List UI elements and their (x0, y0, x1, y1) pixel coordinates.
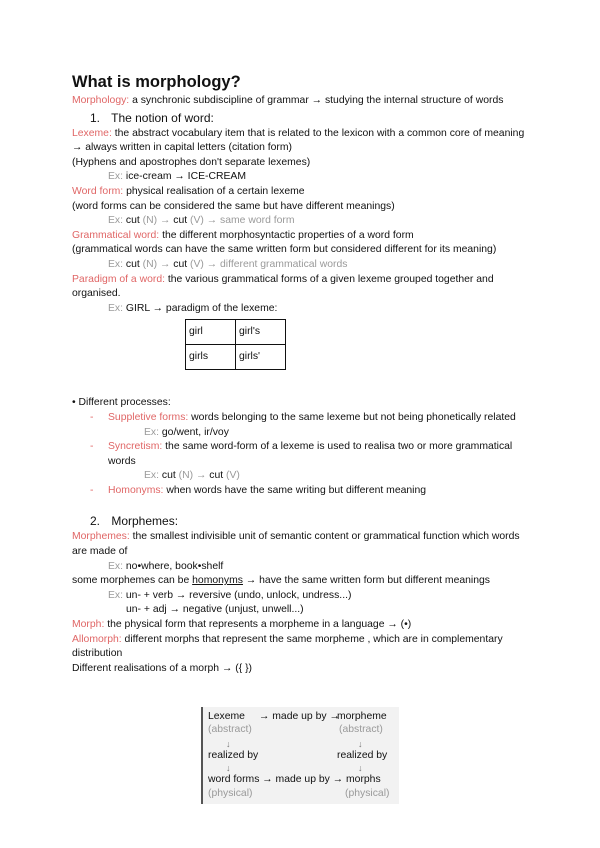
example-part: (V) (223, 470, 240, 482)
gramword-definition (72, 229, 532, 244)
morphemes-text: the smallest indivisible unit of semantic content or grammatical function which words are made of (72, 531, 520, 558)
example-part: (V) → different grammatical words (187, 258, 348, 270)
down-arrow-icon: ↓ (226, 763, 231, 773)
morphemes-definition (72, 530, 532, 559)
example-part: (N) → (139, 258, 174, 270)
morphemes-example-3: un- + adj → negative (unjust, unwell...) (126, 604, 304, 616)
table-cell: girl (186, 320, 236, 345)
down-arrow-icon: ↓ (358, 739, 363, 749)
lexeme-text: the abstract vocabulary item that is related to the lexicon with a common core of meaning → always written in capital letters (citation form) (72, 127, 525, 154)
morphemes-example-2 (72, 589, 532, 604)
example-text: go/went, ir/voy (159, 426, 229, 438)
term-homonyms: Homonyms: (108, 484, 164, 496)
term-suppletive: Suppletive forms: (108, 411, 189, 423)
section-heading-word (72, 110, 532, 126)
wordform-text: physical realisation of a certain lexeme (123, 185, 305, 197)
wordform-note: (word forms can be considered the same but have different meanings) (72, 200, 395, 212)
syncretism-text: the same word-form of a lexeme is used to realisa two or more grammatical words (108, 441, 513, 467)
dash-bullet-icon: - (90, 484, 94, 496)
spacer (72, 370, 532, 396)
page-title: What is morphology? (72, 73, 241, 91)
dash-bullet-icon: - (90, 411, 94, 423)
gramword-example (72, 258, 532, 273)
allomorph-text: different morphs that represent the same morpheme , which are in complementary distribution (72, 633, 503, 660)
morphology-text: a synchronic subdiscipline of grammar → studying the internal structure of words (129, 95, 504, 106)
suppletive-text: words belonging to the same lexeme but not being phonetically related (188, 411, 516, 423)
example-part: (N) → (175, 470, 210, 482)
example-part: (V) → same word form (187, 215, 295, 227)
processes-heading: • Different processes: (72, 397, 171, 409)
example-text: GIRL → paradigm of the lexeme: (123, 302, 278, 314)
example-part: cut (209, 470, 224, 482)
syncretism-example (72, 469, 532, 484)
morphology-diagram (201, 707, 399, 804)
lexeme-definition (72, 127, 532, 156)
example-label: Ex: (108, 258, 124, 270)
term-word-form: Word form: (72, 185, 124, 197)
example-label: Ex: (108, 302, 124, 314)
allomorph-note: Different realisations of a morph → ({ }) (72, 662, 252, 674)
spacer (72, 498, 532, 512)
term-paradigm: Paradigm of a word: (72, 273, 165, 285)
down-arrow-icon: ↓ (226, 739, 231, 749)
example-text: no•where, book•shelf (123, 560, 224, 572)
morph-definition (72, 618, 532, 633)
list-item-syncretism (72, 440, 532, 469)
section-heading-morphemes (72, 513, 532, 529)
example-part: cut (123, 258, 140, 270)
diagram-lexeme: Lexeme (208, 711, 245, 722)
term-lexeme: Lexeme: (72, 127, 112, 139)
term-morph: Morph: (72, 619, 105, 631)
down-arrow-icon: ↓ (358, 763, 363, 773)
example-text: ice-cream → ICE-CREAM (123, 171, 246, 183)
diagram-realized-left: realized by (208, 750, 259, 761)
term-allomorph: Allomorph: (72, 633, 122, 645)
paradigm-table (185, 319, 286, 370)
table-cell: girls' (236, 345, 286, 370)
dash-bullet-icon: - (90, 441, 94, 453)
example-label: Ex: (144, 470, 160, 482)
term-morphemes: Morphemes: (72, 531, 130, 543)
document-body (72, 72, 532, 676)
example-part: cut (173, 258, 188, 270)
example-label: Ex: (108, 589, 124, 601)
example-part: (N) → (139, 215, 174, 227)
paradigm-text: the various grammatical forms of a given lexeme grouped together and organised. (72, 273, 494, 300)
diagram-word-forms-row: word forms → made up by → morphs (208, 774, 381, 785)
morphemes-example (72, 560, 532, 575)
example-label: Ex: (108, 215, 124, 227)
morph-text: the physical form that represents a morpheme in a language → (•) (104, 619, 412, 631)
suppletive-example (72, 426, 532, 441)
morphemes-note (72, 574, 532, 589)
term-syncretism: Syncretism: (108, 441, 163, 453)
lexeme-note: (Hyphens and apostrophes don't separate lexemes) (72, 156, 311, 168)
diagram-physical-right: (physical) (345, 788, 390, 799)
section-number: 1. (90, 110, 101, 125)
example-part: cut (173, 215, 188, 227)
diagram-realized-right: realized by (337, 750, 388, 761)
wordform-example (72, 214, 532, 229)
diagram-abstract-right: (abstract) (339, 724, 383, 735)
diagram-morpheme: morpheme (337, 711, 387, 722)
paradigm-example (72, 302, 532, 317)
paradigm-definition (72, 273, 532, 302)
example-label: Ex: (108, 171, 124, 183)
homonyms-text: when words have the same writing but different meaning (163, 484, 427, 496)
note-part: → have the same written form but different meanings (242, 575, 490, 587)
section-label: Morphemes: (111, 514, 179, 529)
example-label: Ex: (108, 560, 124, 572)
lexeme-example (72, 170, 532, 185)
table-row (186, 345, 286, 370)
list-item-homonyms (72, 484, 532, 499)
allomorph-definition (72, 633, 532, 662)
diagram-made-up-top: → made up by → (259, 711, 340, 722)
example-part: cut (159, 470, 176, 482)
list-item-suppletive (72, 411, 532, 426)
table-row (186, 320, 286, 345)
term-morphology: Morphology: (72, 95, 130, 106)
diagram-physical-left: (physical) (208, 788, 253, 799)
term-grammatical-word: Grammatical word: (72, 229, 160, 241)
note-part: some morphemes can be (72, 575, 193, 587)
gramword-text: the different morphosyntactic properties of a word form (159, 229, 414, 241)
section-label: The notion of word: (111, 110, 214, 125)
note-underlined: homonyms (192, 575, 243, 587)
diagram-abstract-left: (abstract) (208, 724, 252, 735)
gramword-note: (grammatical words can have the same written form but considered different for its meaning) (72, 244, 497, 256)
example-part: cut (123, 215, 140, 227)
table-cell: girl's (236, 320, 286, 345)
table-cell: girls (186, 345, 236, 370)
morphology-definition (72, 94, 532, 109)
example-label: Ex: (144, 426, 160, 438)
example-text: un- + verb → reversive (undo, unlock, undress...) (123, 589, 352, 601)
wordform-definition (72, 185, 532, 200)
section-number: 2. (90, 514, 101, 529)
